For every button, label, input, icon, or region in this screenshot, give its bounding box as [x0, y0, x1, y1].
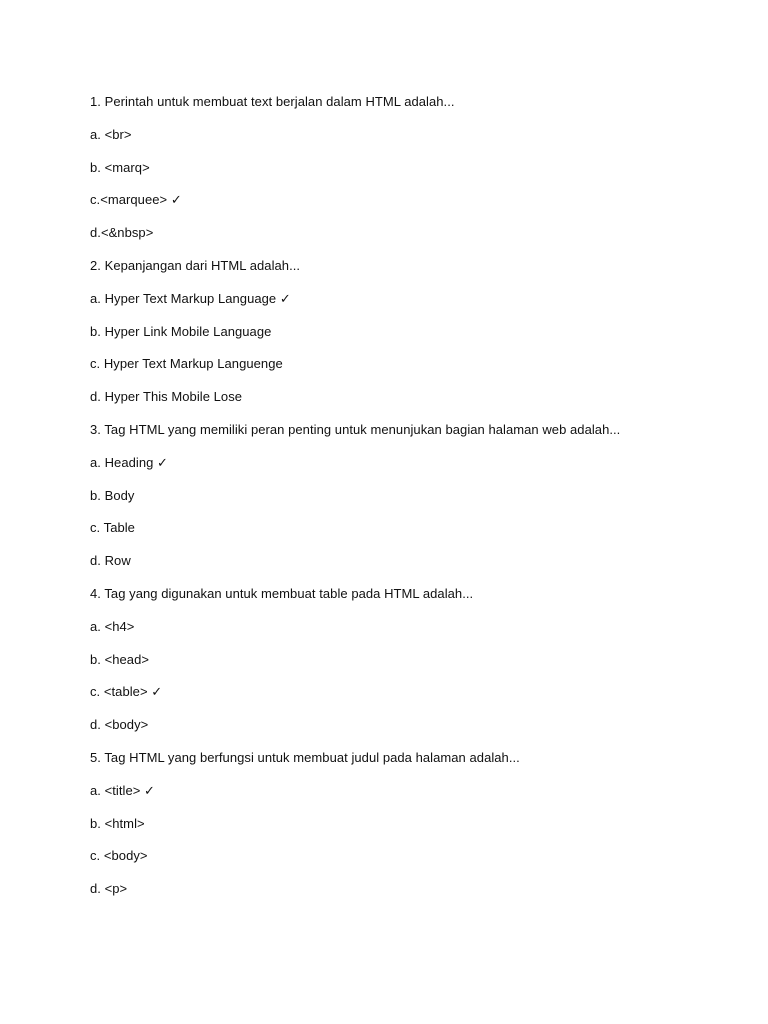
- question-5-option-c: c. <body>: [90, 848, 148, 864]
- question-5: 5. Tag HTML yang berfungsi untuk membuat judul pada halaman adalah...: [90, 749, 520, 765]
- question-3: 3. Tag HTML yang memiliki peran penting untuk menunjukan bagian halaman web adalah...: [90, 421, 621, 437]
- question-4-option-a: a. <h4>: [90, 618, 135, 634]
- question-1-option-a: a. <br>: [90, 126, 132, 142]
- question-2-option-b: b. Hyper Link Mobile Language: [90, 323, 272, 339]
- question-2: 2. Kepanjangan dari HTML adalah...: [90, 257, 301, 273]
- question-2-option-a: a. Hyper Text Markup Language ✓: [90, 290, 291, 306]
- question-1-option-c: c.<marquee> ✓: [90, 192, 182, 208]
- question-2-option-d: d. Hyper This Mobile Lose: [90, 389, 243, 405]
- question-1-option-d: d.<&nbsp>: [90, 225, 154, 241]
- quiz-content: [90, 93, 730, 913]
- question-4-option-c: c. <table> ✓: [90, 684, 163, 700]
- question-3-option-a: a. Heading ✓: [90, 454, 168, 470]
- question-3-option-d: d. Row: [90, 553, 131, 569]
- question-5-option-a: a. <title> ✓: [90, 782, 155, 798]
- question-5-option-b: b. <html>: [90, 815, 145, 831]
- question-1-option-b: b. <marq>: [90, 159, 150, 175]
- question-3-option-b: b. Body: [90, 487, 135, 503]
- question-5-option-d: d. <p>: [90, 881, 128, 897]
- question-4-option-b: b. <head>: [90, 651, 150, 667]
- question-2-option-c: c. Hyper Text Markup Languenge: [90, 356, 283, 372]
- question-4-option-d: d. <body>: [90, 717, 149, 733]
- question-1: 1. Perintah untuk membuat text berjalan dalam HTML adalah...: [90, 94, 455, 109]
- question-3-option-c: c. Table: [90, 520, 135, 536]
- question-4: 4. Tag yang digunakan untuk membuat table pada HTML adalah...: [90, 585, 474, 601]
